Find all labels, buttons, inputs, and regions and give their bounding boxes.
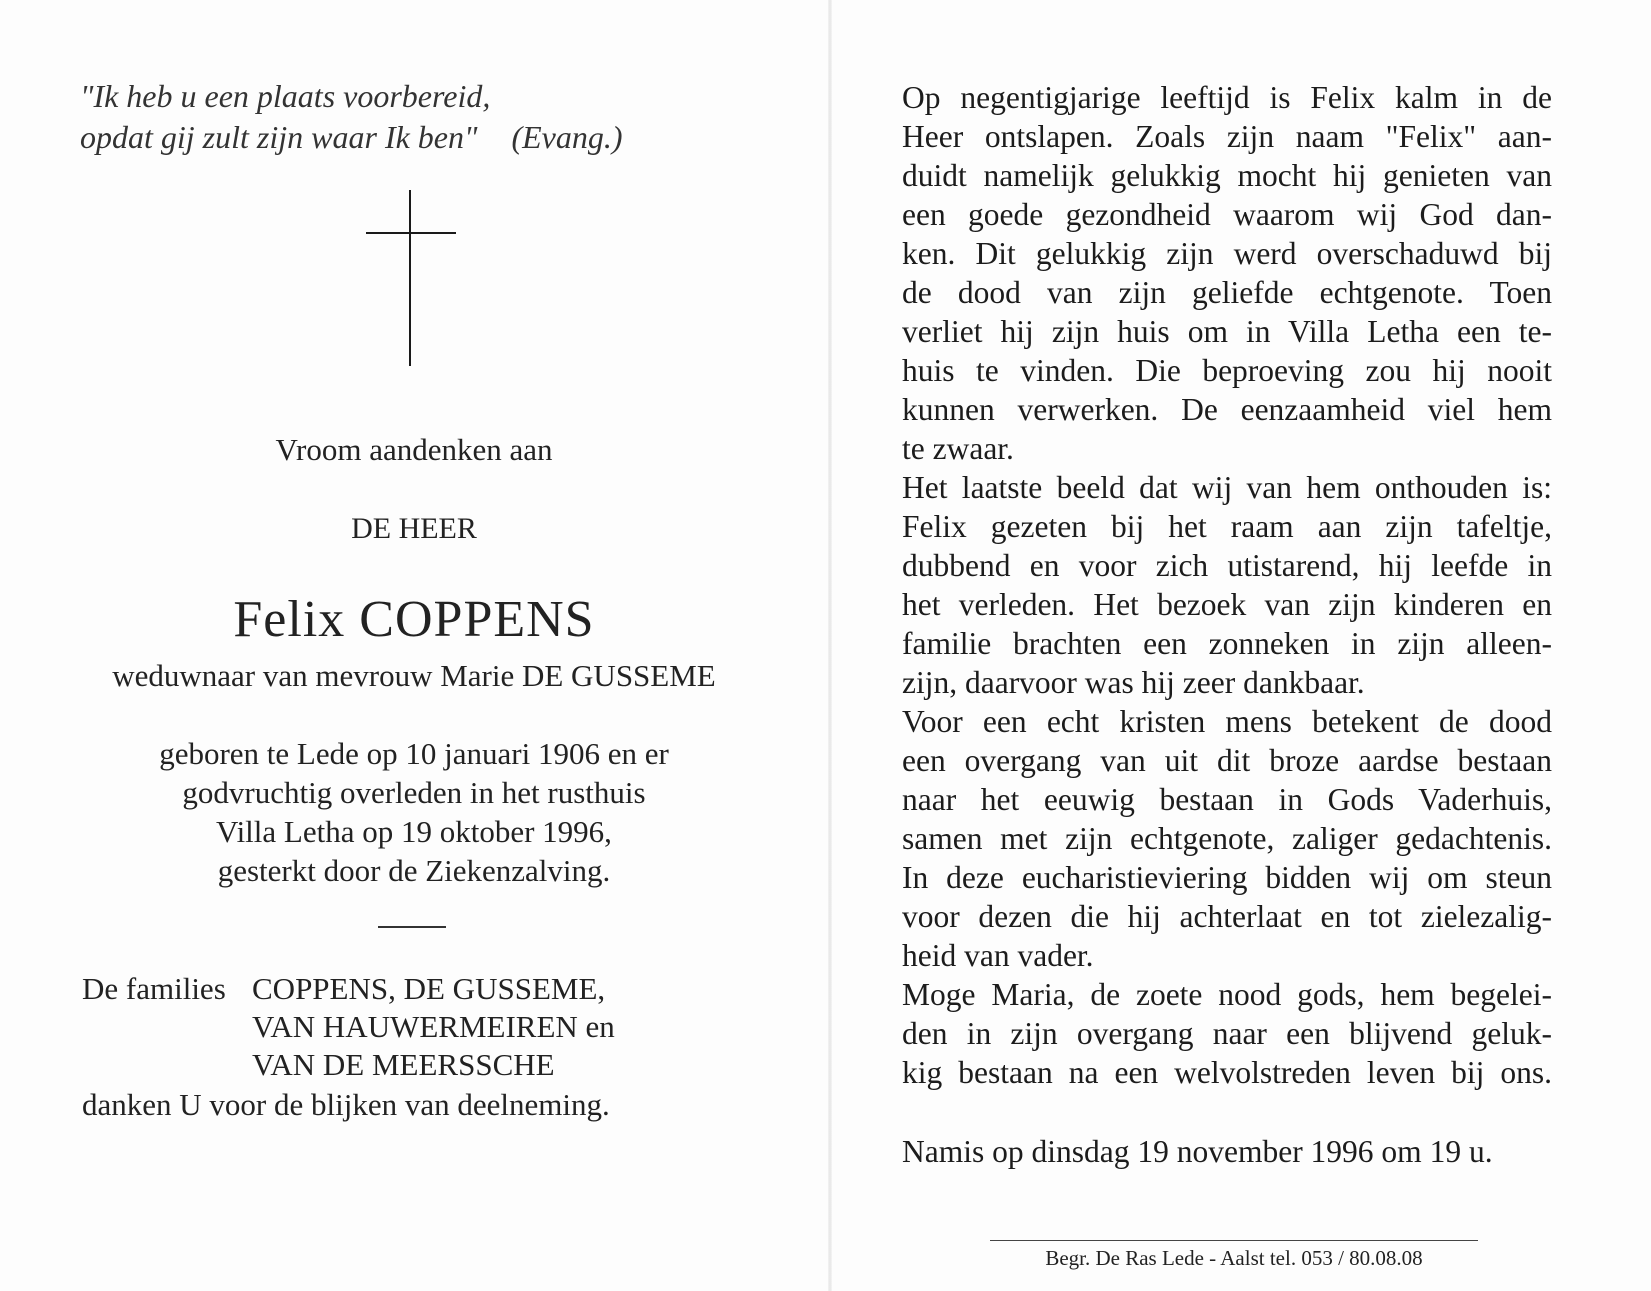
quote-line-1: "Ik heb u een plaats voorbereid, [80,78,491,114]
cross-icon [366,190,456,366]
bio-line: gesterkt door de Ziekenzalving. [217,853,611,888]
bio-line: Villa Letha op 19 oktober 1996, [216,814,612,849]
right-panel [832,0,1651,1291]
eulogy-line: de dood van zijn geliefde echtgenote. Toen [902,275,1552,310]
eulogy-line: zijn, daarvoor was hij zeer dankbaar. [902,665,1365,700]
quote-line-2: opdat gij zult zijn waar Ik ben" [80,119,478,155]
family-name: VAN DE MEERSSCHE [252,1047,555,1082]
biography [0,734,828,890]
eulogy-line: ken. Dit gelukkig zijn werd overschaduwd bij [902,236,1552,271]
divider-line [378,926,446,928]
quote-reference: (Evang.) [511,119,623,155]
thanks-line: danken U voor de blijken van deelneming. [82,1087,610,1122]
eulogy-line: verliet hij zijn huis om in Villa Letha een te- [902,314,1552,349]
bible-quote [80,76,623,158]
eulogy-line: samen met zijn echtgenote, zaliger gedachtenis. [902,821,1552,856]
deceased-name: Felix COPPENS [233,591,595,648]
eulogy-line: naar het eeuwig bestaan in Gods Vaderhuis, [902,782,1552,817]
honorific: DE HEER [351,512,477,545]
eulogy-line: dubbend en voor zich utistarend, hij leefde in [902,548,1552,583]
eulogy-line: den in zijn overgang naar een blijvend geluk- [902,1016,1552,1051]
eulogy-line: een overgang van uit dit broze aardse bestaan [902,743,1552,778]
eulogy-line: Voor een echt kristen mens betekent de dood [902,704,1552,739]
eulogy-line: Moge Maria, de zoete nood gods, hem begelei- [902,977,1552,1012]
eulogy-line: te zwaar. [902,431,1014,466]
bio-line: godvruchtig overleden in het rusthuis [182,775,646,810]
eulogy-line: kig bestaan na een welvolstreden leven bij ons. [902,1055,1552,1090]
eulogy-line: familie brachten een zonneken in zijn alleen- [902,626,1552,661]
eulogy-line: Felix gezeten bij het raam aan zijn tafeltje, [902,509,1552,544]
eulogy-line: voor dezen die hij achterlaat en tot zielezalig- [902,899,1552,934]
widower-of: weduwnaar van mevrouw Marie DE GUSSEME [112,658,716,693]
eulogy-line: Heer ontslapen. Zoals zijn naam "Felix" aan- [902,119,1552,154]
eulogy-line: heid van vader. [902,938,1094,973]
eulogy-line: duidt namelijk gelukkig mocht hij genieten van [902,158,1552,193]
families-block [82,970,615,1124]
printer-credit: Begr. De Ras Lede - Aalst tel. 053 / 80.08.08 [1045,1246,1423,1270]
family-name: VAN HAUWERMEIREN en [252,1009,615,1044]
family-name: COPPENS, DE GUSSEME, [252,971,606,1006]
eulogy-line: het verleden. Het bezoek van zijn kinderen en [902,587,1552,622]
memory-heading: Vroom aandenken aan [275,432,553,467]
bio-line: geboren te Lede op 10 januari 1906 en er [159,736,669,771]
eulogy-line: een goede gezondheid waarom wij God dan- [902,197,1552,232]
eulogy-line: Het laatste beeld dat wij van hem onthouden is: [902,470,1552,505]
service-info: Namis op dinsdag 19 november 1996 om 19 u. [902,1134,1493,1169]
eulogy-line: kunnen verwerken. De eenzaamheid viel hem [902,392,1552,427]
eulogy-line: In deze eucharistieviering bidden wij om steun [902,860,1552,895]
eulogy-line: huis te vinden. Die beproeving zou hij nooit [902,353,1552,388]
families-prefix: De families [82,971,226,1006]
eulogy-line: Op negentigjarige leeftijd is Felix kalm in de [902,80,1552,115]
eulogy-text [902,78,1552,1092]
printer-rule [990,1240,1478,1241]
